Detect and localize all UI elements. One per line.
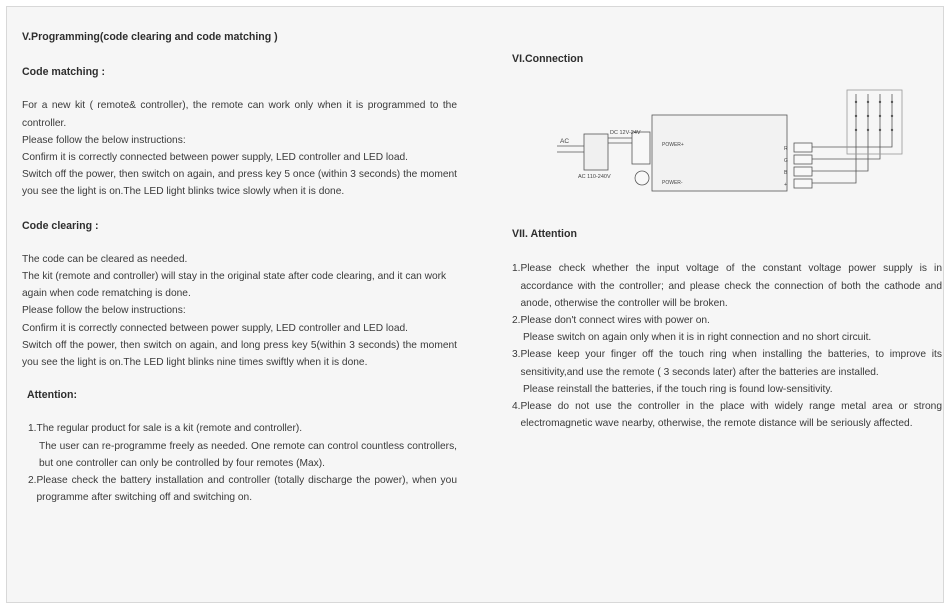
- item-number: 2.: [512, 315, 521, 327]
- attention-item: [512, 312, 942, 329]
- item-text: Please don't connect wires with power on.: [520, 315, 710, 327]
- attention-item: [28, 420, 457, 437]
- output-terminal: [794, 167, 812, 176]
- item-text: Please do not use the controller in the place with widely range metal area or strong electromagnetic wave nearby, otherwise, the remote distance will be seriously affected.: [520, 401, 942, 430]
- heading-attention-left: Attention:: [27, 389, 78, 402]
- power-label: POWER+: [662, 142, 684, 149]
- code-clearing-line: Please follow the below instructions:: [22, 305, 186, 317]
- attention-item: [28, 472, 457, 506]
- item-text: The user can re-programme freely as needed. One remote can control countless controllers, but one controller can only be controlled by four remotes (Max).: [39, 440, 457, 469]
- code-matching-line: Please follow the below instructions:: [22, 134, 186, 146]
- dc-label: DC 12V-24V: [610, 130, 641, 137]
- attention-item: [512, 260, 942, 312]
- attention-item: [512, 346, 942, 380]
- code-clearing-line: The kit (remote and controller) will stay in the original state after code clearing, and it can work again when code rematching is done.: [22, 271, 447, 300]
- attention-item: [512, 398, 942, 432]
- right-column: [512, 51, 942, 432]
- out-label-b: B: [784, 170, 788, 177]
- led-dots: [855, 101, 893, 131]
- manual-page: [6, 6, 944, 603]
- output-terminal: [794, 155, 812, 164]
- touch-ring: [635, 171, 649, 185]
- ac-label: AC: [560, 138, 570, 146]
- item-number: 1.: [512, 263, 521, 275]
- out-label-plus: +: [784, 182, 787, 189]
- item-text: The regular product for sale is a kit (remote and controller).: [36, 423, 303, 435]
- output-terminal: [794, 179, 812, 188]
- code-matching-line: For a new kit ( remote& controller), the remote can work only when it is programmed to the controller.: [22, 100, 457, 129]
- out-label-r: R: [784, 146, 788, 153]
- item-text: Please reinstall the batteries, if the touch ring is found low-sensitivity.: [523, 383, 833, 395]
- item-number: 3.: [512, 349, 521, 361]
- heading-attention-right: VII. Attention: [512, 228, 577, 241]
- section-title-programming: V.Programming(code clearing and code matching ): [22, 31, 278, 43]
- attention-right-list: [512, 260, 942, 432]
- code-clearing-line: Confirm it is correctly connected between power supply, LED controller and LED load.: [22, 322, 408, 334]
- item-number: 1.: [28, 423, 37, 435]
- input-terminal: [632, 132, 650, 164]
- attention-left-list: [22, 420, 457, 506]
- code-matching-line: Switch off the power, then switch on again, and press key 5 once (within 3 seconds) the moment you see the light is on.The LED light blinks twice slowly when it is done.: [22, 169, 457, 198]
- heading-code-matching: Code matching :: [22, 66, 105, 79]
- heading-code-clearing: Code clearing :: [22, 219, 99, 232]
- code-matching-body: [22, 97, 457, 200]
- item-number: 2.: [28, 475, 37, 487]
- item-text: Please switch on again only when it is in right connection and no short circuit.: [523, 332, 872, 344]
- item-text: Please keep your finger off the touch ring when installing the batteries, to improve its sensitivity,and use the remote ( 3 seconds later) after the batteries are installed.: [520, 349, 942, 378]
- code-matching-line: Confirm it is correctly connected between power supply, LED controller and LED load.: [22, 152, 408, 164]
- item-number: 4.: [512, 401, 521, 413]
- item-text: Please check the battery installation and controller (totally discharge the power), when you programme after switching off and switching on.: [36, 475, 457, 504]
- code-clearing-line: The code can be cleared as needed.: [22, 253, 188, 265]
- heading-connection: VI.Connection: [512, 53, 584, 65]
- out-label-g: G: [784, 158, 788, 165]
- power-label: POWER-: [662, 180, 683, 187]
- code-clearing-body: [22, 251, 457, 371]
- led-strip: [847, 90, 902, 154]
- output-terminal: [794, 143, 812, 152]
- power-supply-box: [584, 134, 608, 170]
- left-column: [22, 29, 457, 506]
- connection-diagram: [512, 70, 942, 195]
- code-clearing-line: Switch off the power, then switch on again, and long press key 5(within 3 seconds) the moment you see the light is on.The LED light blinks nine times swiftly when it is done.: [22, 339, 457, 369]
- item-text: Please check whether the input voltage of the constant voltage power supply is in accordance with the controller; and please check the connection of both the cathode and anode, otherwise the controller will be broken.: [520, 263, 942, 309]
- ac-in-label: AC 110-240V: [578, 174, 611, 181]
